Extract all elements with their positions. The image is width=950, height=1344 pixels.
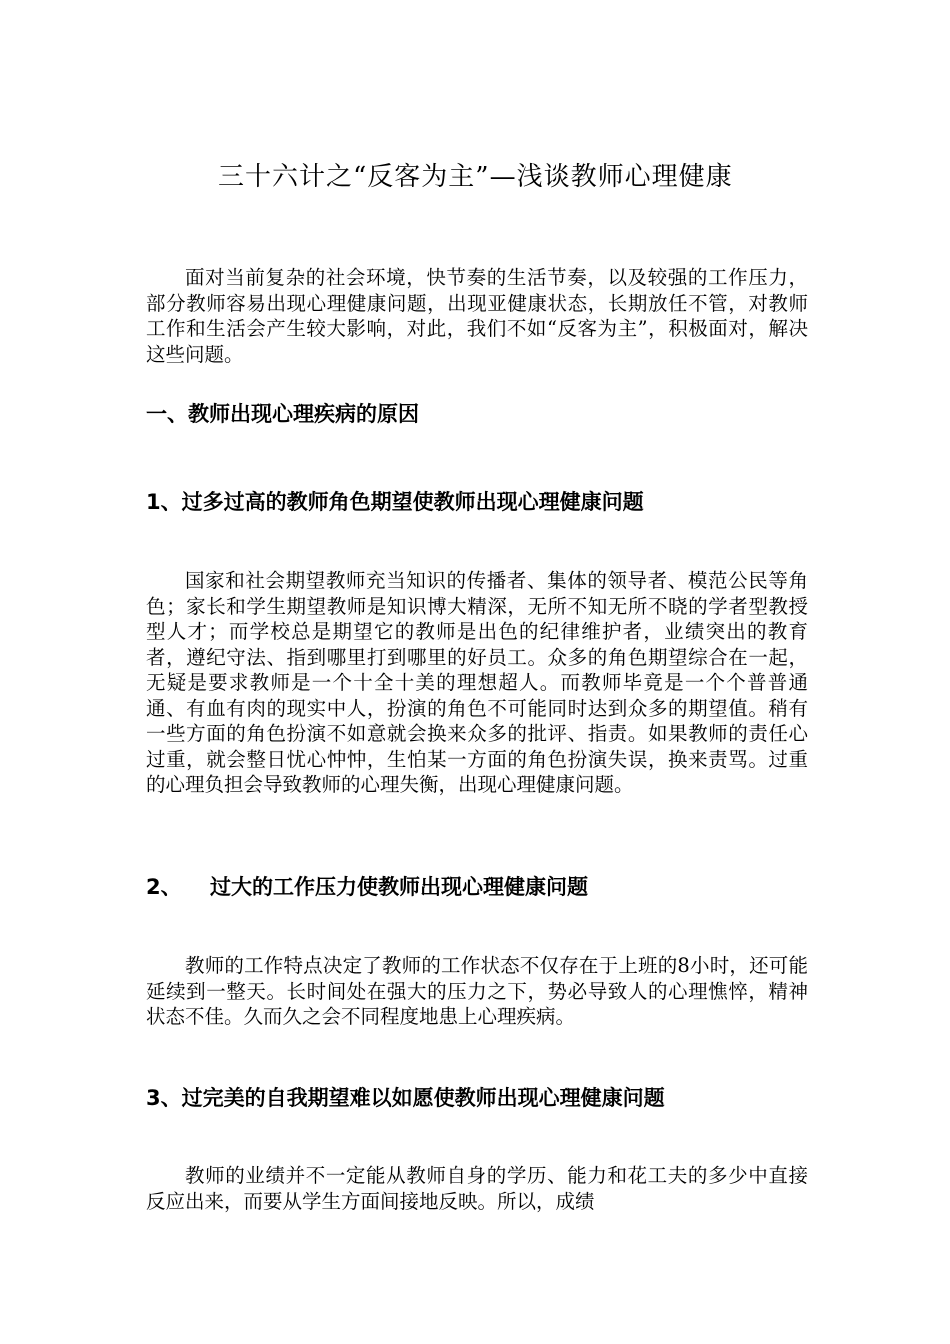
subheading-3-number: 3、 [146,1086,182,1110]
subheading-1-number: 1、 [146,490,182,514]
subheading-3 [146,1084,808,1112]
intro-paragraph: 面对当前复杂的社会环境，快节奏的生活节奏，以及较强的工作压力，部分教师容易出现心理健康问题，出现亚健康状态，长期放任不管，对教师工作和生活会产生较大影响，对此，我们不如“反客为主”，积极面对，解决这些问题。 [146,266,808,366]
document-title: 三十六计之“反客为主”—浅谈教师心理健康 [218,162,733,192]
subheading-3-text: 过完美的自我期望难以如愿使教师出现心理健康问题 [181,1086,665,1110]
subheading-1 [146,488,808,516]
subsection-1-body: 国家和社会期望教师充当知识的传播者、集体的领导者、模范公民等角色；家长和学生期望教师是知识博大精深，无所不知无所不晓的学者型教授型人才；而学校总是期望它的教师是出色的纪律维护者，业绩突出的教育者，遵纪守法、指到哪里打到哪里的好员工。众多的角色期望综合在一起，无疑是要求教师是一个十全十美的理想超人。而教师毕竟是一个个普普通通、有血有肉的现实中人，扮演的角色不可能同时达到众多的期望值。稍有一些方面的角色扮演不如意就会换来众多的批评、指责。如果教师的责任心过重，就会整日忧心忡忡，生怕某一方面的角色扮演失误，换来责骂。过重的心理负担会导致教师的心理失衡，出现心理健康问题。 [146,569,808,796]
subheading-2-text: 过大的工作压力使教师出现心理健康问题 [210,875,588,899]
subheading-1-text: 过多过高的教师角色期望使教师出现心理健康问题 [181,490,644,514]
subsection-2-body: 教师的工作特点决定了教师的工作状态不仅存在于上班的8小时，还可能延续到一整天。长时间处在强大的压力之下，势必导致人的心理憔悴，精神状态不佳。久而久之会不同程度地患上心理疾病。 [146,954,808,1028]
subheading-2 [146,873,808,901]
subheading-2-number: 2、 [146,875,182,899]
subsection-3-body: 教师的业绩并不一定能从教师自身的学历、能力和花工夫的多少中直接反应出来，而要从学生方面间接地反映。所以，成绩 [146,1164,808,1213]
section-heading-causes: 一、教师出现心理疾病的原因 [146,402,419,426]
